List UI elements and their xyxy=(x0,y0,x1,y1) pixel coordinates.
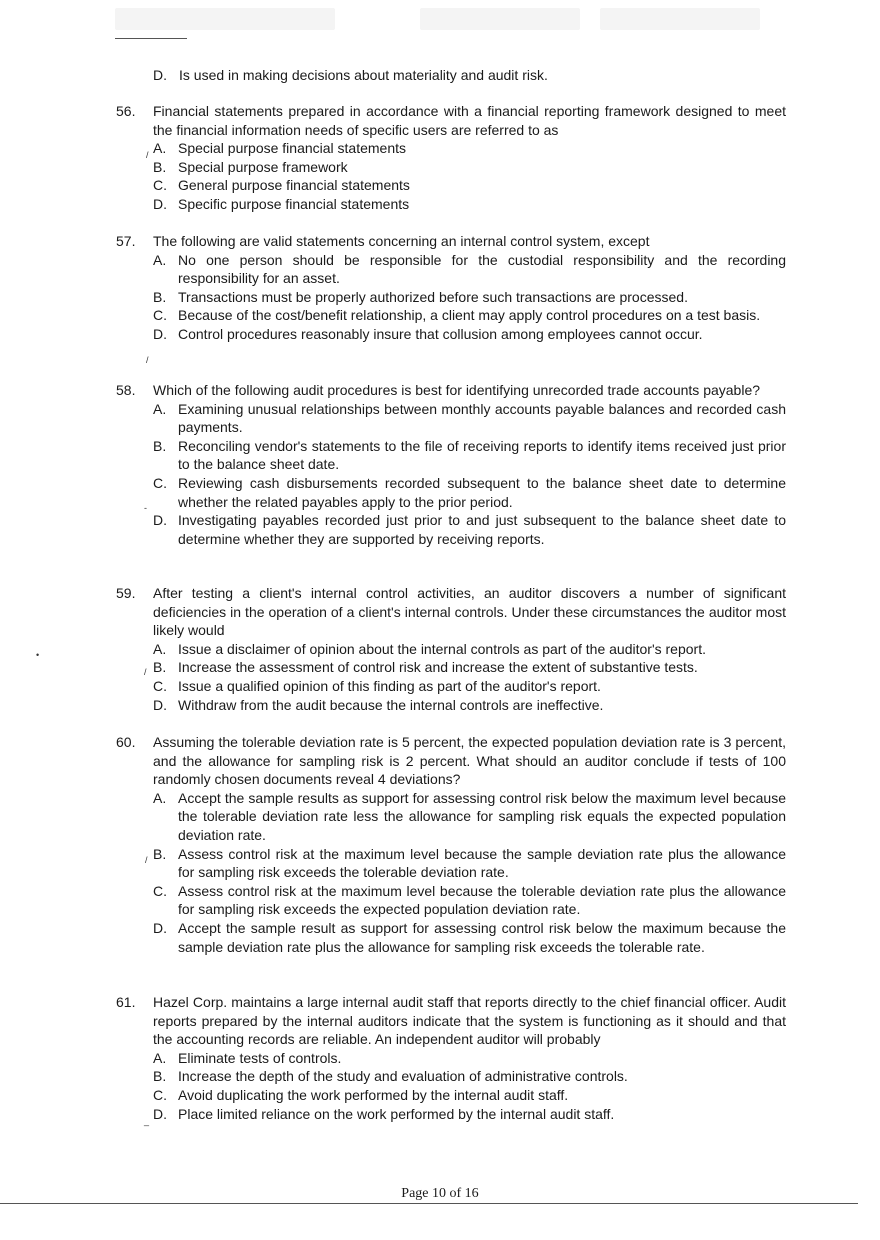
option-d[interactable] xyxy=(153,919,786,956)
option-text: Reconciling vendor's statements to the file of receiving reports to identify items received just prior to the balance sheet date. xyxy=(178,437,786,473)
question-number: 57. xyxy=(116,233,136,249)
option-text: Increase the assessment of control risk and increase the extent of substantive tests. xyxy=(178,659,698,676)
option-letter: C. xyxy=(153,677,167,694)
header-rule xyxy=(115,38,187,39)
option-letter: D. xyxy=(153,512,167,529)
question-stem: After testing a client's internal control activities, an auditor discovers a number of significant deficiencies in the operation of a client's internal controls. Under these circumstances the auditor most likely would xyxy=(153,585,786,639)
option-d[interactable] xyxy=(153,696,786,715)
option-letter: D. xyxy=(153,1105,167,1122)
question-stem: Hazel Corp. maintains a large internal audit staff that reports directly to the chief financial officer. Audit reports prepared by the internal auditors indicate that the system is functioning as it should and that the accounting records are reliable. An independent auditor will probably xyxy=(153,994,786,1048)
option-letter: A. xyxy=(153,789,167,806)
question-stem: The following are valid statements concerning an internal control system, except xyxy=(153,233,650,249)
question-stem: Assuming the tolerable deviation rate is 5 percent, the expected population deviation rate is 3 percent, and the allowance for sampling risk is 2 percent. What should an auditor conclude if tests of 100 randomly chosen documents reveal 4 deviations? xyxy=(153,734,786,788)
option-text: Investigating payables recorded just prior to and just subsequent to the balance sheet date to determine whether they are supported by receiving reports. xyxy=(178,512,786,547)
question-number: 61. xyxy=(116,994,136,1010)
question-56 xyxy=(116,102,786,214)
option-b[interactable] xyxy=(153,437,786,474)
option-text: Transactions must be properly authorized before such transactions are processed. xyxy=(178,288,688,305)
option-letter: C. xyxy=(153,474,167,491)
option-letter: B. xyxy=(153,659,167,676)
option-letter: B. xyxy=(153,1068,167,1085)
option-letter: A. xyxy=(153,1049,167,1066)
question-60 xyxy=(116,733,786,956)
option-text: Assess control risk at the maximum level because the sample deviation rate plus the allowance for sampling risk exceeds the tolerable deviation rate. xyxy=(178,845,786,881)
option-a[interactable] xyxy=(153,139,786,158)
question-stem: Which of the following audit procedures is best for identifying unrecorded trade accounts payable? xyxy=(153,382,761,398)
option-list xyxy=(153,251,786,344)
option-a[interactable] xyxy=(153,400,786,437)
question-stem: Financial statements prepared in accordance with a financial reporting framework designed to meet the financial information needs of specific users are referred to as xyxy=(153,103,786,138)
option-d[interactable] xyxy=(153,195,786,214)
faded-header-left xyxy=(115,8,335,30)
option-text: Is used in making decisions about materiality and audit risk. xyxy=(179,67,548,83)
option-letter: C. xyxy=(153,882,167,899)
option-text: Increase the depth of the study and evaluation of administrative controls. xyxy=(178,1068,628,1085)
option-a[interactable] xyxy=(153,251,786,288)
option-text: Special purpose financial statements xyxy=(178,140,407,157)
option-b[interactable] xyxy=(153,845,786,882)
option-text: Reviewing cash disbursements recorded subsequent to the balance sheet date to determine whether the related payables apply to the prior period. xyxy=(178,474,786,510)
option-text: Issue a disclaimer of opinion about the internal controls as part of the auditor's report. xyxy=(178,640,706,657)
question-number: 59. xyxy=(116,585,136,601)
question-number: 56. xyxy=(116,103,136,119)
option-text: Avoid duplicating the work performed by the internal audit staff. xyxy=(178,1086,569,1103)
option-b[interactable] xyxy=(153,658,786,677)
option-letter: C. xyxy=(153,307,167,324)
footer-rule xyxy=(0,1203,858,1204)
option-d[interactable] xyxy=(153,511,786,548)
carryover-option xyxy=(153,66,793,85)
option-letter: D. xyxy=(153,325,167,342)
option-text: Control procedures reasonably insure that collusion among employees cannot occur. xyxy=(178,325,703,342)
option-c[interactable] xyxy=(153,882,786,919)
option-list xyxy=(153,789,786,956)
option-letter: D. xyxy=(153,67,167,83)
option-letter: A. xyxy=(153,140,167,157)
option-letter: D. xyxy=(153,195,167,212)
option-letter: D. xyxy=(153,696,167,713)
option-d[interactable] xyxy=(153,325,786,344)
option-text: No one person should be responsible for the custodial responsibility and the recording responsibility for an asset. xyxy=(178,251,786,287)
option-letter: A. xyxy=(153,640,167,657)
option-c[interactable] xyxy=(153,176,786,195)
pen-tick-mark: / xyxy=(145,855,148,865)
option-letter: B. xyxy=(153,437,167,454)
option-c[interactable] xyxy=(153,306,786,325)
pen-tick-mark: / xyxy=(146,150,149,160)
option-letter: C. xyxy=(153,177,167,194)
option-text: Accept the sample results as support for assessing control risk below the maximum level because the tolerable deviation rate less the allowance for sampling risk equals the expected population deviation rate. xyxy=(178,789,786,843)
question-number: 58. xyxy=(116,382,136,398)
question-57 xyxy=(116,232,786,344)
option-text: Accept the sample result as support for assessing control risk below the maximum because the sample deviation rate plus the allowance for sampling risk exceeds the tolerable rate. xyxy=(178,919,786,955)
faded-header-mid xyxy=(420,8,580,30)
page-footer: Page 10 of 16 xyxy=(401,1186,479,1201)
option-text: Eliminate tests of controls. xyxy=(178,1049,342,1066)
option-b[interactable] xyxy=(153,288,786,307)
option-d[interactable] xyxy=(153,1105,786,1124)
pen-tick-mark: / xyxy=(146,355,149,365)
question-59 xyxy=(116,584,786,714)
option-letter: B. xyxy=(153,158,167,175)
option-list xyxy=(153,139,786,213)
option-letter: D. xyxy=(153,919,167,936)
question-58 xyxy=(116,381,786,548)
pen-tick-mark: / xyxy=(144,667,147,677)
question-61 xyxy=(116,993,786,1123)
option-c[interactable] xyxy=(153,1086,786,1105)
option-text: Examining unusual relationships between monthly accounts payable balances and recorded cash payments. xyxy=(178,400,786,436)
option-text: Place limited reliance on the work performed by the internal audit staff. xyxy=(178,1105,615,1122)
option-text: Specific purpose financial statements xyxy=(178,195,410,212)
option-a[interactable] xyxy=(153,1049,786,1068)
option-text: Issue a qualified opinion of this finding as part of the auditor's report. xyxy=(178,677,601,694)
option-text: Because of the cost/benefit relationship, a client may apply control procedures on a test basis. xyxy=(178,307,761,324)
option-a[interactable] xyxy=(153,789,786,845)
pen-tick-mark: _ xyxy=(144,1116,150,1126)
option-text: General purpose financial statements xyxy=(178,177,410,194)
option-text: Withdraw from the audit because the internal controls are ineffective. xyxy=(178,696,604,713)
option-letter: A. xyxy=(153,400,167,417)
question-number: 60. xyxy=(116,734,136,750)
option-list xyxy=(153,1049,786,1123)
option-text: Special purpose framework xyxy=(178,158,348,175)
option-list xyxy=(153,640,786,714)
option-letter: B. xyxy=(153,845,167,862)
option-c[interactable] xyxy=(153,677,786,696)
faded-header-right xyxy=(600,8,760,30)
option-letter: C. xyxy=(153,1086,167,1103)
option-text: Assess control risk at the maximum level because the tolerable deviation rate plus the allowance for sampling risk exceeds the expected population deviation rate. xyxy=(178,882,786,918)
option-b[interactable] xyxy=(153,1067,786,1086)
option-c[interactable] xyxy=(153,474,786,511)
option-letter: A. xyxy=(153,251,167,268)
option-letter: B. xyxy=(153,288,167,305)
option-list xyxy=(153,400,786,549)
option-a[interactable] xyxy=(153,640,786,659)
bullet-dot: • xyxy=(36,650,40,660)
option-b[interactable] xyxy=(153,158,786,177)
pen-tick-mark: - xyxy=(144,503,147,513)
